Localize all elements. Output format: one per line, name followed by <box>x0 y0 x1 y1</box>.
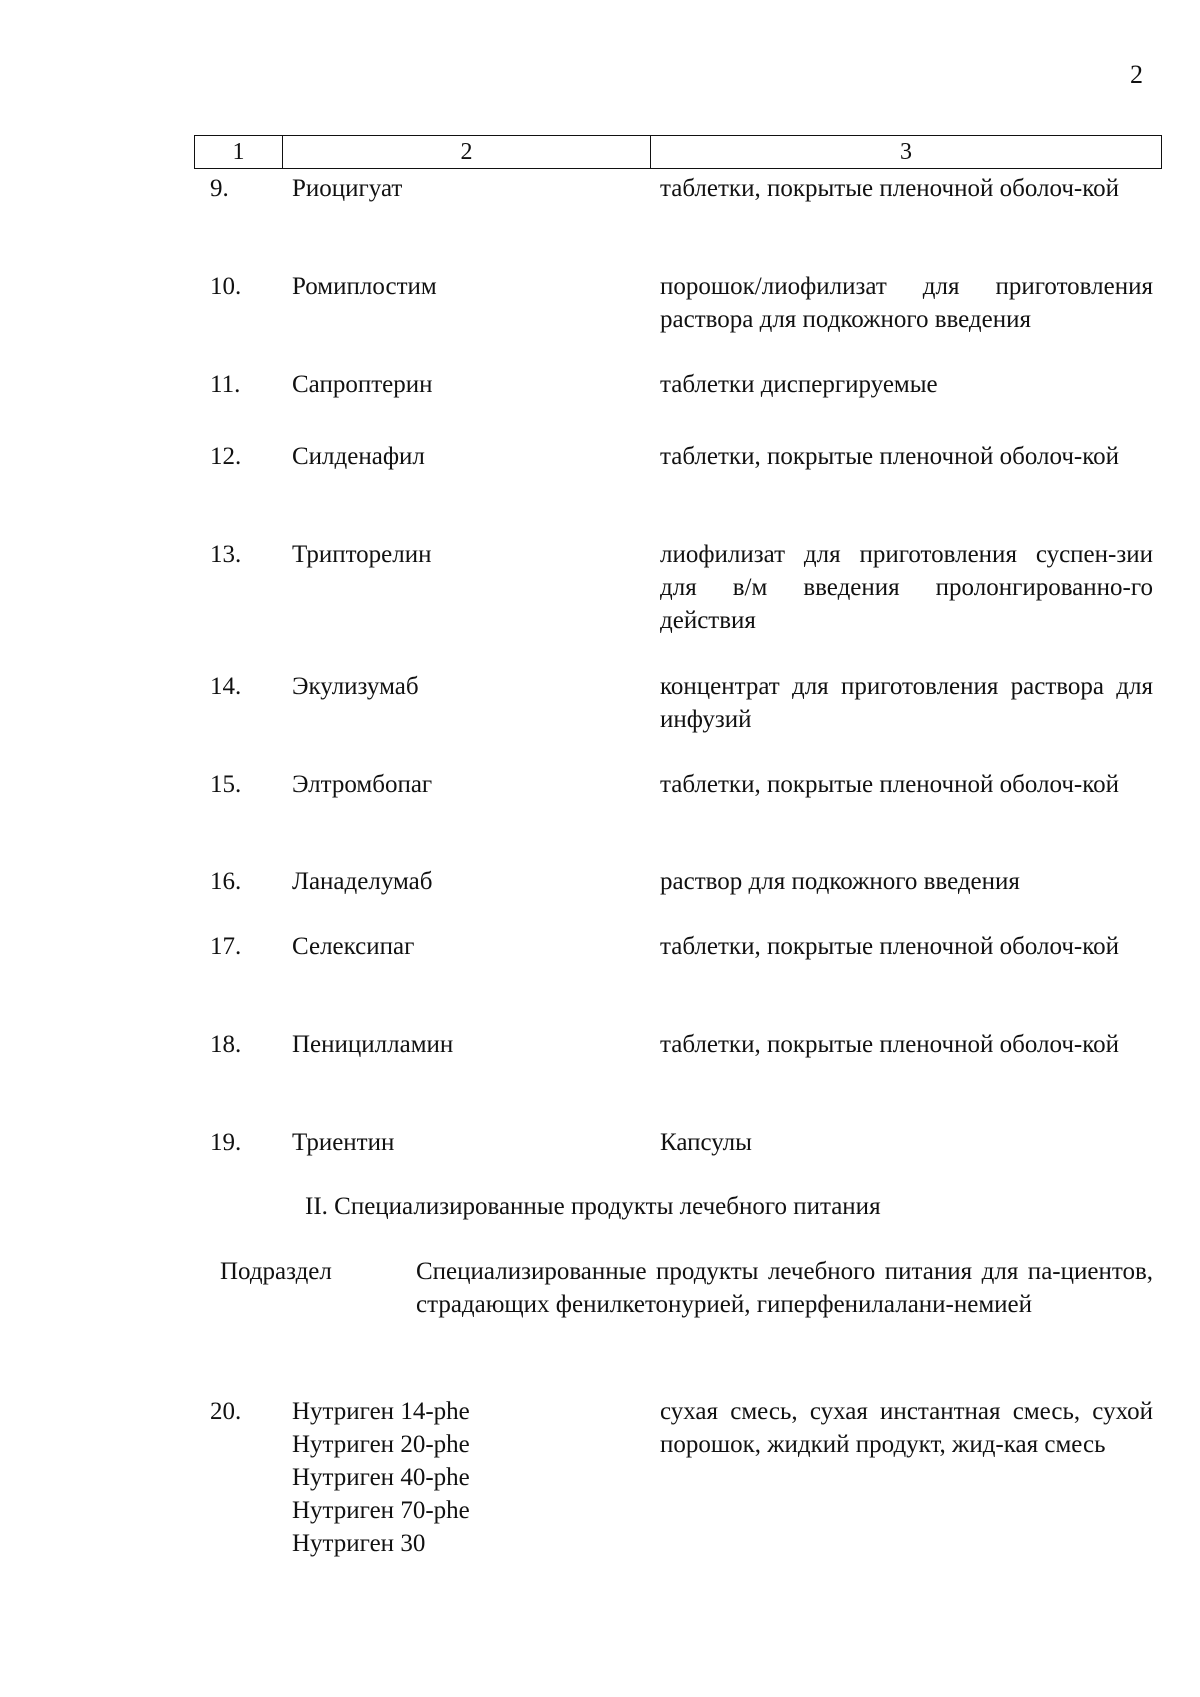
drug-form: таблетки, покрытые пленочной оболоч-кой <box>660 443 1119 470</box>
product-name: Нутриген 30 <box>292 1530 426 1557</box>
product-name: Нутриген 40-phe <box>292 1464 470 1491</box>
row-number: 20. <box>210 1398 242 1425</box>
row-number: 19. <box>210 1129 242 1156</box>
drug-form: Капсулы <box>660 1129 752 1156</box>
drug-name: Экулизумаб <box>292 673 419 700</box>
row-number: 9. <box>210 175 229 202</box>
row-number: 15. <box>210 771 242 798</box>
drug-form: таблетки, покрытые пленочной оболоч-кой <box>660 933 1119 960</box>
subsection-text: Специализированные продукты лечебного питания для па-циентов, страдающих фенилкетонурией, гиперфенилалани-немией <box>416 1258 1153 1318</box>
row-number: 13. <box>210 541 242 568</box>
row-number: 10. <box>210 273 242 300</box>
drug-name: Элтромбопаг <box>292 771 433 798</box>
row-number: 11. <box>210 371 241 398</box>
row-number: 14. <box>210 673 242 700</box>
drug-form: концентрат для приготовления раствора для инфузий <box>660 673 1153 733</box>
product-name: Нутриген 14-phe <box>292 1398 470 1425</box>
drug-name: Риоцигуат <box>292 175 403 202</box>
drug-name: Ромиплостим <box>292 273 437 300</box>
row-number: 12. <box>210 443 242 470</box>
drug-form: лиофилизат для приготовления суспен-зии для в/м введения пролонгированно-го действия <box>660 541 1153 634</box>
drug-form: таблетки, покрытые пленочной оболоч-кой <box>660 771 1119 798</box>
product-names <box>292 1395 642 1560</box>
product-form: сухая смесь, сухая инстантная смесь, сухой порошок, жидкий продукт, жид-кая смесь <box>660 1398 1153 1458</box>
drug-name: Трипторелин <box>292 541 432 568</box>
page-number: 2 <box>1130 60 1143 89</box>
drug-form: порошок/лиофилизат для приготовления раствора для подкожного введения <box>660 273 1153 333</box>
drug-form: раствор для подкожного введения <box>660 868 1020 895</box>
drug-name: Триентин <box>292 1129 395 1156</box>
column-header-2: 2 <box>283 136 651 168</box>
drug-name: Силденафил <box>292 443 425 470</box>
column-header-3: 3 <box>900 138 912 165</box>
drug-form: таблетки, покрытые пленочной оболоч-кой <box>660 175 1119 202</box>
drug-name: Сапроптерин <box>292 371 433 398</box>
drug-name: Ланаделумаб <box>292 868 433 895</box>
drug-form: таблетки диспергируемые <box>660 371 938 398</box>
row-number: 17. <box>210 933 242 960</box>
product-name: Нутриген 70-phe <box>292 1497 470 1524</box>
row-number: 18. <box>210 1031 242 1058</box>
row-number: 16. <box>210 868 242 895</box>
drug-form: таблетки, покрытые пленочной оболоч-кой <box>660 1031 1119 1058</box>
product-name: Нутриген 20-phe <box>292 1431 470 1458</box>
column-header-1: 1 <box>195 136 283 168</box>
table-column-header <box>194 135 1162 169</box>
drug-name: Селексипаг <box>292 933 415 960</box>
drug-name: Пеницилламин <box>292 1031 454 1058</box>
section-title: II. Специализированные продукты лечебного питания <box>305 1193 881 1220</box>
subsection-label: Подраздел <box>220 1258 332 1285</box>
